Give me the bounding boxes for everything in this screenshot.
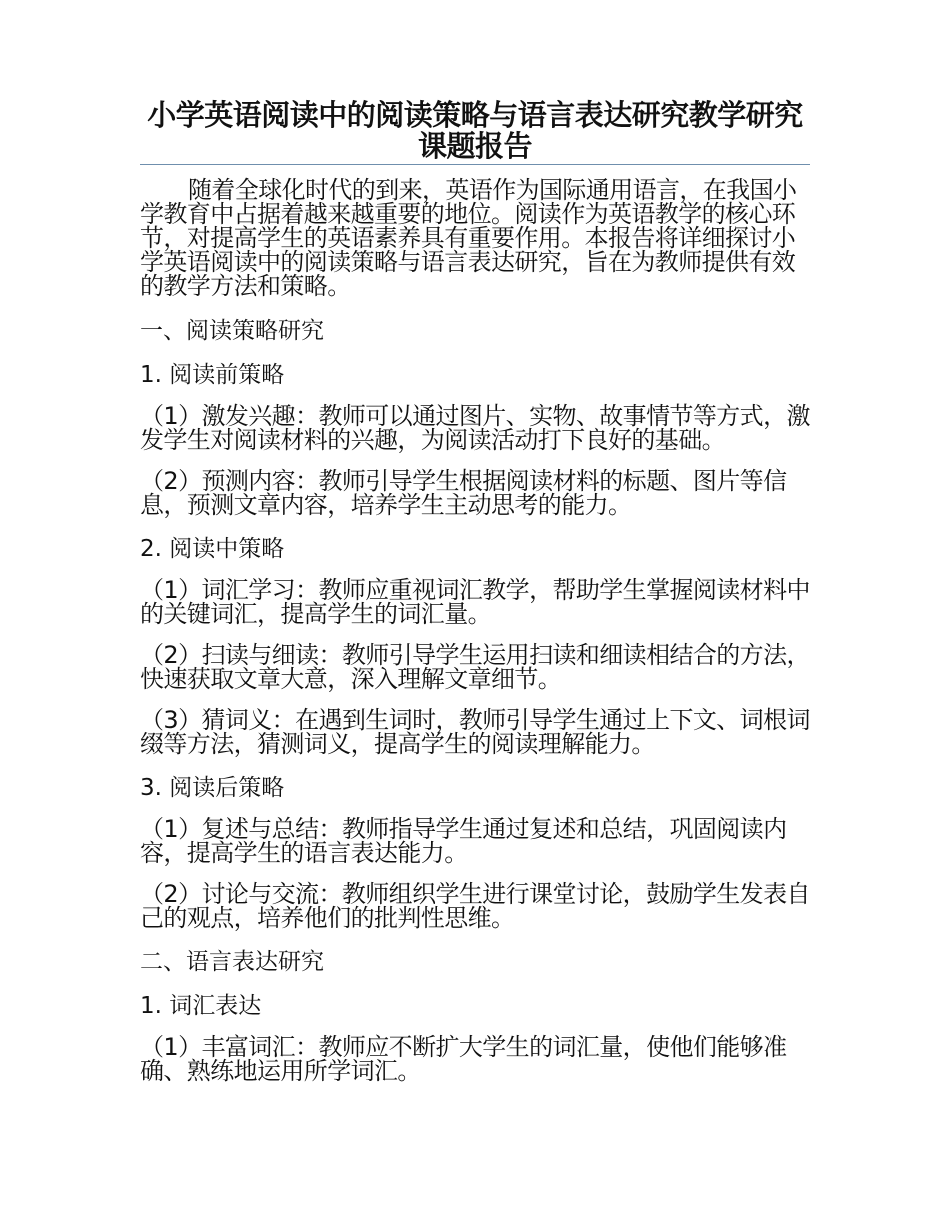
subsection-heading: 2. 阅读中策略: [140, 536, 285, 562]
list-item: （1）复述与总结：教师指导学生通过复述和总结，巩固阅读内容，提高学生的语言表达能力。: [140, 815, 787, 867]
subsection-heading: 1. 阅读前策略: [140, 362, 285, 388]
section-heading: 二、语言表达研究: [140, 949, 324, 975]
title-block: [140, 100, 810, 165]
list-item: （1）词汇学习：教师应重视词汇教学，帮助学生掌握阅读材料中的关键词汇，提高学生的词汇量。: [140, 576, 810, 628]
document-title: 小学英语阅读中的阅读策略与语言表达研究教学研究课题报告: [147, 98, 803, 163]
list-item: （2）讨论与交流：教师组织学生进行课堂讨论，鼓励学生发表自己的观点，培养他们的批判性思维。: [140, 880, 810, 932]
list-item: （2）扫读与细读：教师引导学生运用扫读和细读相结合的方法，快速获取文章大意，深入理解文章细节。: [140, 641, 810, 693]
list-item: （1）激发兴趣：教师可以通过图片、实物、故事情节等方式，激发学生对阅读材料的兴趣，为阅读活动打下良好的基础。: [140, 402, 810, 454]
section-heading: 一、阅读策略研究: [140, 318, 324, 344]
subsection-heading: 3. 阅读后策略: [140, 775, 285, 801]
document-body: [140, 178, 810, 1100]
list-item: （2）预测内容：教师引导学生根据阅读材料的标题、图片等信息，预测文章内容，培养学生主动思考的能力。: [140, 467, 787, 519]
list-item: （3）猜词义：在遇到生词时，教师引导学生通过上下文、词根词缀等方法，猜测词义，提高学生的阅读理解能力。: [140, 706, 810, 758]
subsection-heading: 1. 词汇表达: [140, 993, 262, 1019]
list-item: （1）丰富词汇：教师应不断扩大学生的词汇量，使他们能够准确、熟练地运用所学词汇。: [140, 1033, 787, 1085]
intro-paragraph: 随着全球化时代的到来，英语作为国际通用语言，在我国小学教育中占据着越来越重要的地位。阅读作为英语教学的核心环节，对提高学生的英语素养具有重要作用。本报告将详细探讨小学英语阅读中的阅读策略与语言表达研究，旨在为教师提供有效的教学方法和策略。: [140, 176, 797, 300]
